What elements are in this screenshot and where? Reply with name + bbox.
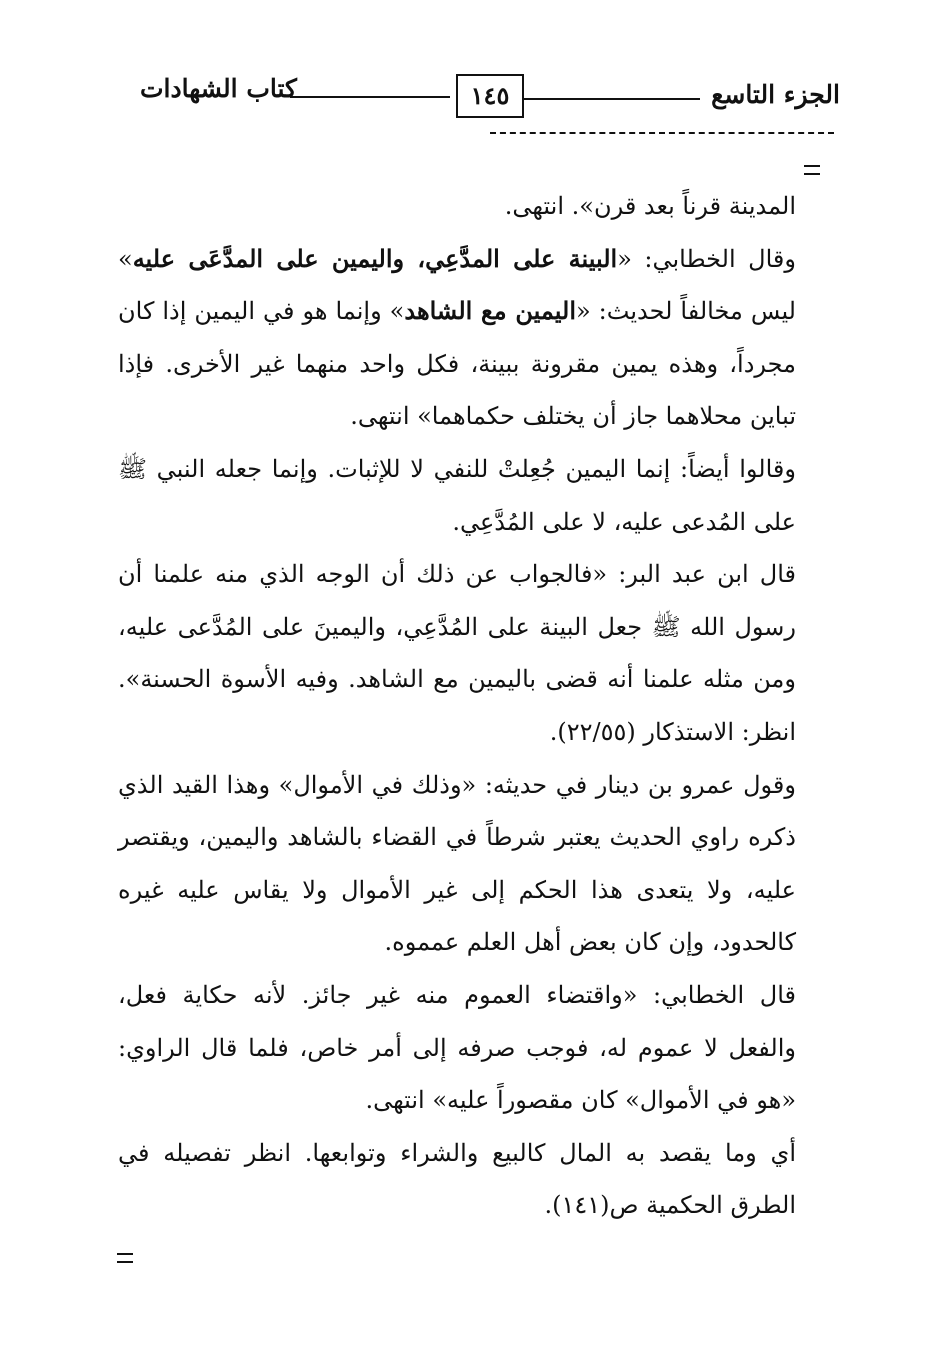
header-rule-left	[290, 96, 450, 98]
text-run: وقال الخطابي: «	[617, 244, 796, 273]
text-run: قال الخطابي: «واقتضاء العموم منه غير جائز. لأنه حكاية فعل، والفعل لا عموم له، فوجب صرفه إلى أمر خاص، فلما قال الراوي: «هو في الأموال» كان مقصوراً عليه» انتهى.	[118, 980, 796, 1115]
bold-quote: البينة على المدَّعِي، واليمين على المدَّعَى عليه	[132, 243, 618, 273]
footnote-text	[118, 180, 796, 1232]
text-run: المدينة قرناً بعد قرن». انتهى.	[504, 192, 796, 220]
double-line-mark-bottom	[117, 1253, 133, 1263]
text-run: » ليس مخالفاً لحديث: «	[118, 244, 796, 326]
paragraph-4	[118, 548, 796, 758]
text-run: وقول عمرو بن دينار في حديثه: «وذلك في الأموال» وهذا القيد الذي ذكره راوي الحديث يعتبر شرطاً في القضاء بالشاهد واليمين، ويقتصر عليه، ولا يتعدى هذا الحكم إلى غير الأموال ولا يقاس عليه غيره كالحدود، وإن كان بعض أهل العلم عمموه.	[118, 770, 796, 957]
page-number: ١٤٥	[456, 74, 524, 118]
paragraph-1	[118, 180, 796, 233]
book-title: كتاب الشهادات	[140, 74, 297, 103]
paragraph-5	[118, 759, 796, 969]
text-run: » وإنما هو في اليمين إذا كان مجرداً، وهذه يمين مقرونة ببينة، فكل واحد منهما غير الأخرى. فإذا تباين محلاهما جاز أن يختلف حكماهما» انتهى.	[118, 297, 796, 431]
header-rule-right	[522, 98, 700, 100]
paragraph-3	[118, 443, 796, 548]
text-run: قال ابن عبد البر: «فالجواب عن ذلك أن الوجه الذي منه علمنا أن رسول الله ﷺ جعل البينة على المُدَّعِي، واليمينَ على المُدَّعى عليه، ومن مثله علمنا أنه قضى باليمين مع الشاهد. وفيه الأسوة الحسنة». انظر: الاستذكار (٢٢/٥٥).	[118, 560, 796, 746]
text-run: وقالوا أيضاً: إنما اليمين جُعِلتْ للنفي لا للإثبات. وإنما جعله النبي ﷺ على المُدعى عليه، لا على المُدَّعِي.	[118, 454, 796, 536]
part-title: الجزء التاسع	[711, 80, 840, 109]
paragraph-6	[118, 969, 796, 1127]
bold-quote: اليمين مع الشاهد	[404, 296, 576, 326]
text-run: أي وما يقصد به المال كالبيع والشراء وتوابعها. انظر تفصيله في الطرق الحكمية ص(١٤١).	[118, 1138, 796, 1220]
paragraph-2	[118, 233, 796, 443]
paragraph-7	[118, 1127, 796, 1232]
dashed-separator	[490, 132, 834, 134]
running-header	[120, 62, 840, 142]
double-line-mark-top	[804, 165, 820, 175]
